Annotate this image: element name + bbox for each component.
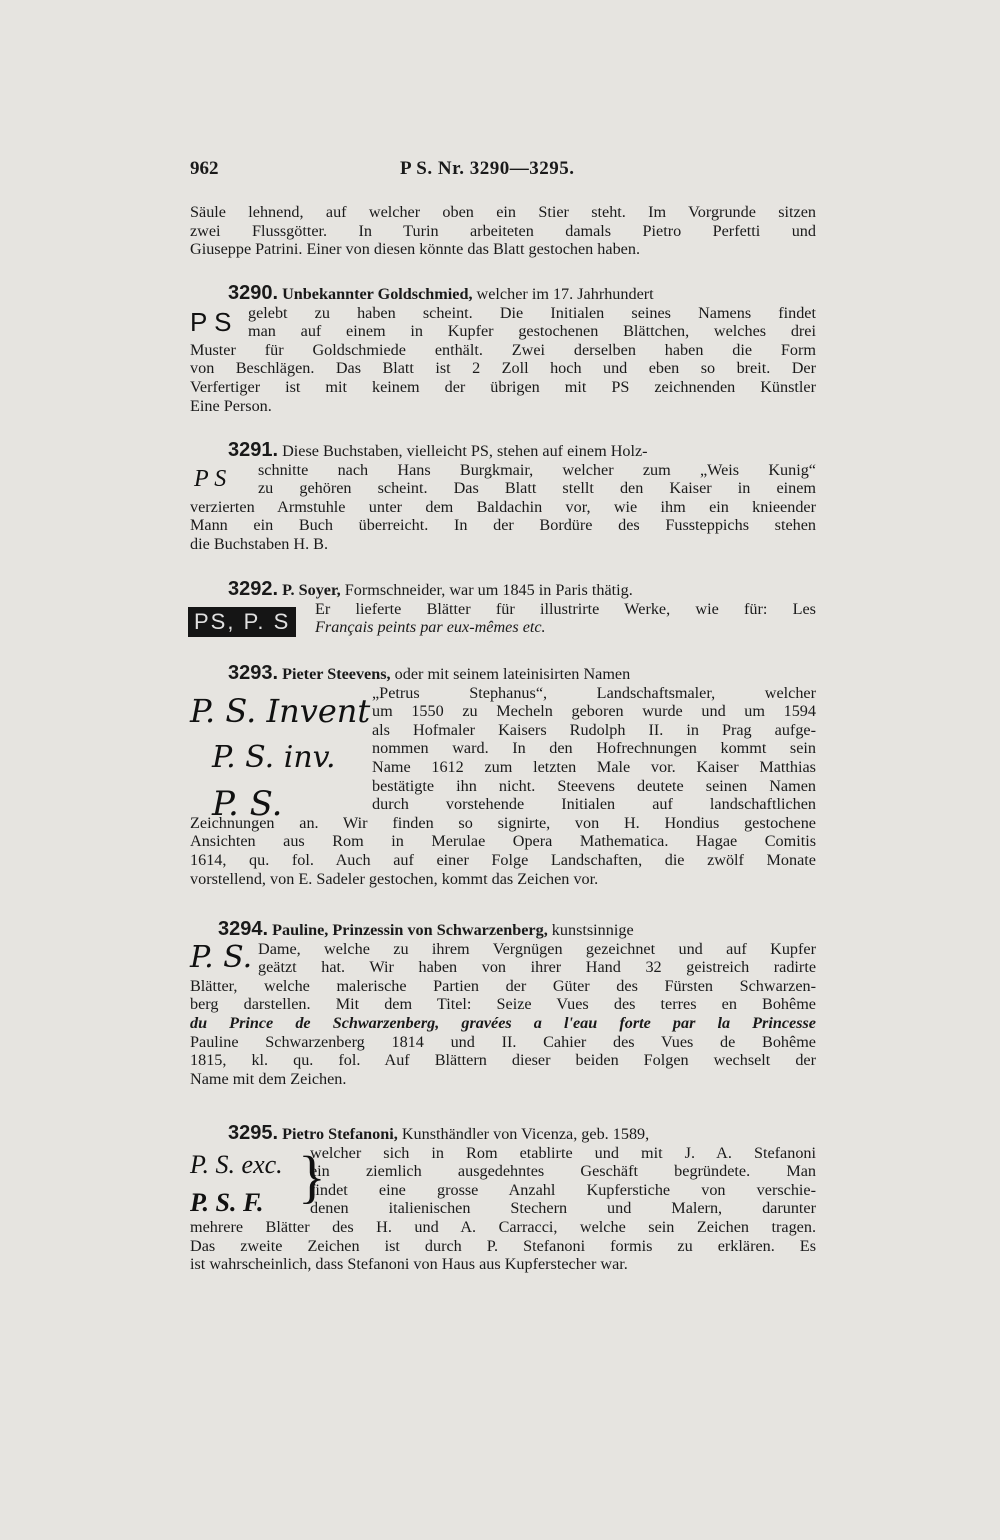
text-line: Dame, welche zu ihrem Vergnügen gezeichnet und auf Kupfer [258, 939, 816, 958]
text-line: die Buchstaben H. B. [190, 534, 329, 553]
text-line: Das zweite Zeichen ist durch P. Stefanoni formis zu erklären. Es [190, 1236, 816, 1255]
entry-number: 3291. [228, 439, 279, 461]
text-line: Ansichten aus Rom in Merulae Opera Mathematica. Hagae Comitis [190, 832, 816, 851]
text-line: zu gehören scheint. Das Blatt stellt den Kaiser in einem [258, 479, 816, 498]
bracket-brace: } [298, 1144, 326, 1209]
entry-name: Pauline, Prinzessin von Schwarzenberg, [272, 921, 548, 939]
text-line: durch vorstehende Initialen auf landschaftlichen [372, 795, 816, 814]
text-line: 1815, kl. qu. fol. Auf Blättern dieser beiden Folgen wechselt der [190, 1051, 816, 1070]
entry-3295 [190, 1124, 816, 1274]
text-line: schnitte nach Hans Burgkmair, welcher zum „Weis Kunig“ [258, 460, 816, 479]
mark-ps-exc: P. S. exc. [190, 1150, 283, 1179]
text-line: vorstellend, von E. Sadeler gestochen, kommt das Zeichen vor. [190, 869, 599, 888]
page-header [190, 158, 815, 186]
signature-mark: P. S. [190, 940, 253, 975]
text-line: gelebt zu haben scheint. Die Initialen seines Namens findet [248, 303, 816, 322]
text-line: Säule lehnend, auf welcher oben ein Stier steht. Im Vorgrunde sitzen [190, 203, 816, 221]
text-line: 1614, qu. fol. Auch auf einer Folge Landschaften, die zwölf Monate [190, 850, 816, 869]
signature-mark-invent: P. S. Invent [190, 692, 371, 730]
text-line: nommen ward. In den Hofrechnungen kommt sein [372, 739, 816, 758]
text-line: Name 1612 zum letzten Male vor. Kaiser Matthias [372, 757, 816, 776]
entry-3290 [190, 284, 816, 415]
signature-mark-inv: P. S. inv. [212, 740, 336, 775]
text-line: zwei Flussgötter. In Turin arbeiteten damals Pietro Perfetti und [190, 221, 816, 240]
text-line: kunstsinnige [547, 921, 634, 939]
text-line: Giuseppe Patrini. Einer von diesen könnte das Blatt gestochen haben. [190, 240, 640, 259]
entry-number: 3293. [228, 662, 279, 684]
text-line: Name mit dem Zeichen. [190, 1069, 347, 1088]
entry-heading [190, 284, 816, 304]
text-line: Pauline Schwarzenberg 1814 und II. Cahier des Vues de Bohême [190, 1032, 816, 1051]
text-line: findet eine grosse Anzahl Kupferstiche von verschie- [310, 1180, 816, 1199]
text-line: Blätter, welche malerische Partien der Güter des Fürsten Schwarzen- [190, 976, 816, 995]
text-line: Kunsthändler von Vicenza, geb. 1589, [397, 1125, 650, 1143]
text-line: Muster für Goldschmiede enthält. Zwei derselben haben die Form [190, 340, 816, 359]
text-line: welcher sich in Rom etablirte und mit J. A. Stefanoni [310, 1143, 816, 1162]
text-line: Formschneider, war um 1845 in Paris thätig. [340, 581, 633, 599]
entry-3294 [190, 920, 816, 1088]
text-line: „Petrus Stephanus“, Landschaftsmaler, welcher [372, 683, 816, 702]
text-line: Diese Buchstaben, vielleicht PS, stehen auf einem Holz- [278, 442, 648, 460]
entry-3291 [190, 441, 816, 554]
text-line: Français peints par eux-mêmes etc. [315, 618, 546, 637]
text-line: um 1550 zu Mecheln geboren wurde und um 1594 [372, 702, 816, 721]
text-line: Eine Person. [190, 396, 272, 415]
text-line: du Prince de Schwarzenberg, gravées a l'eau forte par la Princesse [190, 1013, 816, 1032]
running-title: P S. Nr. 3290—3295. [400, 158, 575, 179]
signature-mark-ps: P. S. [212, 784, 283, 824]
text-line: ein ziemlich ausgedehntes Geschäft begründete. Man [310, 1162, 816, 1181]
monogram-mark: P S [190, 307, 232, 337]
text-line: welcher im 17. Jahrhundert [472, 285, 654, 303]
text-line: geätzt hat. Wir haben von ihrer Hand 32 geistreich radirte [258, 958, 816, 977]
text-line: als Hofmaler Kaisers Rudolph II. in Prag aufge- [372, 720, 816, 739]
page-number: 962 [190, 158, 219, 179]
text-line: von Beschlägen. Das Blatt ist 2 Zoll hoch und eben so breit. Der [190, 359, 816, 378]
entry-name: Unbekannter Goldschmied, [282, 285, 473, 303]
text-line: man auf einem in Kupfer gestochenen Blättchen, welches drei [248, 322, 816, 341]
monogram-mark: P S [194, 466, 227, 492]
entry-number: 3295. [228, 1122, 279, 1144]
text-line: oder mit seinem lateinisirten Namen [390, 665, 631, 683]
entry-number: 3292. [228, 578, 279, 600]
text-line: denen italienischen Stechern und Malern, darunter [310, 1199, 816, 1218]
text-line: Mann ein Buch überreicht. In der Bordüre des Fussteppichs stehen [190, 516, 816, 535]
text-line: Verfertiger ist mit keinem der übrigen mit PS zeichnenden Künstler [190, 377, 816, 396]
text-line: verzierten Armstuhle unter dem Baldachin vor, wie ihm ein knieender [190, 497, 816, 516]
entry-number: 3290. [228, 282, 279, 304]
entry-name: Pietro Stefanoni, [282, 1125, 398, 1143]
entry-name: P. Soyer, [282, 581, 341, 599]
text-line: Zeichnungen an. Wir finden so signirte, von H. Hondius gestochene [190, 813, 816, 832]
monogram-mark-box: PS, P. S [188, 607, 296, 637]
mark-ps-f: P. S. F. [190, 1188, 264, 1217]
text-line: Er lieferte Blätter für illustrirte Werke, wie für: Les [315, 599, 816, 618]
intro-paragraph [190, 203, 816, 259]
text-line: ist wahrscheinlich, dass Stefanoni von Haus aus Kupferstecher war. [190, 1255, 628, 1274]
entry-number: 3294. [218, 918, 269, 940]
text-line: mehrere Blätter des H. und A. Carracci, welche sein Zeichen tragen. [190, 1217, 816, 1236]
entry-name: Pieter Steevens, [282, 665, 391, 683]
text-line: berg darstellen. Mit dem Titel: Seize Vues des terres en Bohême [190, 995, 816, 1014]
text-line: bestätigte ihn nicht. Steevens deutete seinen Namen [372, 776, 816, 795]
